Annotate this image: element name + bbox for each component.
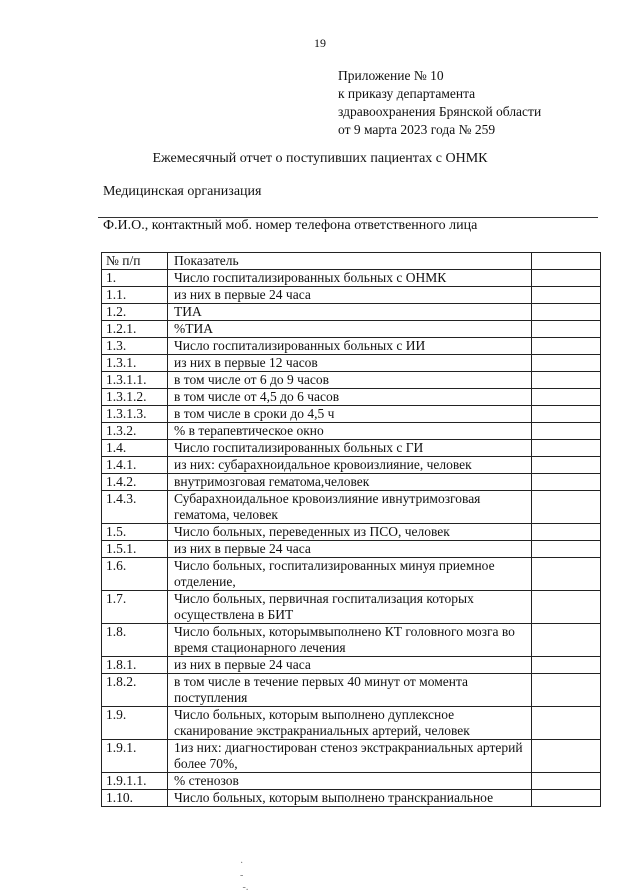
organization-label: Медицинская организация <box>103 184 262 199</box>
row-indicator: % стенозов <box>168 773 532 790</box>
row-value-cell[interactable] <box>532 457 601 474</box>
row-indicator: Число больных, переведенных из ПСО, человек <box>168 524 532 541</box>
row-indicator: Субарахноидальное кровоизлияние ивнутримозговая гематома, человек <box>168 491 532 524</box>
table-row <box>102 541 601 558</box>
row-number: 1.9. <box>102 707 168 740</box>
table-row <box>102 372 601 389</box>
appendix-header <box>338 67 541 139</box>
table-row <box>102 558 601 591</box>
row-value-cell[interactable] <box>532 524 601 541</box>
table-row <box>102 773 601 790</box>
row-number: 1.3.1.1. <box>102 372 168 389</box>
table-row <box>102 321 601 338</box>
row-value-cell[interactable] <box>532 270 601 287</box>
row-indicator: Число больных, которым выполнено транскраниальное <box>168 790 532 807</box>
row-indicator: Число госпитализированных больных с ИИ <box>168 338 532 355</box>
table-row <box>102 674 601 707</box>
table-row <box>102 591 601 624</box>
table-row <box>102 474 601 491</box>
row-number: 1.5. <box>102 524 168 541</box>
row-value-cell[interactable] <box>532 790 601 807</box>
row-value-cell[interactable] <box>532 389 601 406</box>
table-row <box>102 707 601 740</box>
table-row <box>102 491 601 524</box>
row-value-cell[interactable] <box>532 624 601 657</box>
row-number: 1.8. <box>102 624 168 657</box>
header-value <box>532 253 601 270</box>
row-number: 1.4.1. <box>102 457 168 474</box>
row-number: 1.8.1. <box>102 657 168 674</box>
row-indicator: % в терапевтическое окно <box>168 423 532 440</box>
row-indicator: Число госпитализированных больных с ОНМК <box>168 270 532 287</box>
row-indicator: Число больных, госпитализированных минуя приемное отделение, <box>168 558 532 591</box>
row-value-cell[interactable] <box>532 372 601 389</box>
row-value-cell[interactable] <box>532 474 601 491</box>
row-number: 1.7. <box>102 591 168 624</box>
row-value-cell[interactable] <box>532 440 601 457</box>
header-indicator: Показатель <box>168 253 532 270</box>
table-row <box>102 355 601 372</box>
row-value-cell[interactable] <box>532 355 601 372</box>
row-value-cell[interactable] <box>532 707 601 740</box>
table-row <box>102 406 601 423</box>
row-indicator: из них в первые 24 часа <box>168 541 532 558</box>
row-number: 1.4. <box>102 440 168 457</box>
row-indicator: в том числе от 6 до 9 часов <box>168 372 532 389</box>
row-number: 1.3. <box>102 338 168 355</box>
table-row <box>102 389 601 406</box>
row-value-cell[interactable] <box>532 338 601 355</box>
report-title: Ежемесячный отчет о поступивших пациентах с ОНМК <box>152 151 488 166</box>
row-number: 1.9.1. <box>102 740 168 773</box>
row-indicator: в том числе от 4,5 до 6 часов <box>168 389 532 406</box>
row-number: 1.4.3. <box>102 491 168 524</box>
table-header-row <box>102 253 601 270</box>
table-row <box>102 790 601 807</box>
table-row <box>102 457 601 474</box>
table-row <box>102 338 601 355</box>
row-value-cell[interactable] <box>532 321 601 338</box>
appendix-line: от 9 марта 2023 года № 259 <box>338 122 496 137</box>
row-number: 1.2. <box>102 304 168 321</box>
table-row <box>102 624 601 657</box>
row-indicator: из них в первые 24 часа <box>168 657 532 674</box>
row-indicator: 1из них: диагностирован стеноз экстракраниальных артерий более 70%, <box>168 740 532 773</box>
row-number: 1.6. <box>102 558 168 591</box>
table-row <box>102 270 601 287</box>
row-value-cell[interactable] <box>532 406 601 423</box>
row-number: 1.3.2. <box>102 423 168 440</box>
header-number: № п/п <box>102 253 168 270</box>
row-indicator: Число больных, первичная госпитализация которых осуществлена в БИТ <box>168 591 532 624</box>
row-number: 1.9.1.1. <box>102 773 168 790</box>
row-value-cell[interactable] <box>532 304 601 321</box>
table-row <box>102 440 601 457</box>
row-number: 1.5.1. <box>102 541 168 558</box>
table-row <box>102 304 601 321</box>
row-number: 1.4.2. <box>102 474 168 491</box>
row-indicator: %ТИА <box>168 321 532 338</box>
row-indicator: из них в первые 24 часа <box>168 287 532 304</box>
scan-specks: · - -. <box>240 858 249 893</box>
page-number: 19 <box>314 36 326 50</box>
row-indicator: внутримозговая гематома,человек <box>168 474 532 491</box>
appendix-line: Приложение № 10 <box>338 68 444 83</box>
row-value-cell[interactable] <box>532 740 601 773</box>
row-indicator: Число госпитализированных больных с ГИ <box>168 440 532 457</box>
row-indicator: Число больных, которым выполнено дуплексное сканирование экстракраниальных артерий, человек <box>168 707 532 740</box>
row-value-cell[interactable] <box>532 423 601 440</box>
row-value-cell[interactable] <box>532 591 601 624</box>
row-indicator: из них: субарахноидальное кровоизлияние, человек <box>168 457 532 474</box>
row-value-cell[interactable] <box>532 491 601 524</box>
row-value-cell[interactable] <box>532 773 601 790</box>
appendix-line: к приказу департамента <box>338 86 476 101</box>
row-indicator: в том числе в течение первых 40 минут от момента поступления <box>168 674 532 707</box>
row-number: 1.8.2. <box>102 674 168 707</box>
indicators-table <box>101 252 601 807</box>
row-number: 1.3.1.3. <box>102 406 168 423</box>
row-indicator: из них в первые 12 часов <box>168 355 532 372</box>
row-indicator: в том числе в сроки до 4,5 ч <box>168 406 532 423</box>
row-number: 1.1. <box>102 287 168 304</box>
table-row <box>102 287 601 304</box>
table-row <box>102 423 601 440</box>
row-value-cell[interactable] <box>532 287 601 304</box>
row-indicator: ТИА <box>168 304 532 321</box>
row-value-cell[interactable] <box>532 657 601 674</box>
table-row <box>102 740 601 773</box>
table-row <box>102 524 601 541</box>
row-number: 1.3.1. <box>102 355 168 372</box>
row-number: 1.10. <box>102 790 168 807</box>
row-number: 1. <box>102 270 168 287</box>
appendix-line: здравоохранения Брянской области <box>338 104 542 119</box>
table-row <box>102 657 601 674</box>
row-number: 1.3.1.2. <box>102 389 168 406</box>
contact-label: Ф.И.О., контактный моб. номер телефона ответственного лица <box>103 218 478 233</box>
row-value-cell[interactable] <box>532 541 601 558</box>
row-number: 1.2.1. <box>102 321 168 338</box>
row-value-cell[interactable] <box>532 558 601 591</box>
row-indicator: Число больных, которымвыполнено КТ головного мозга во время стационарного лечения <box>168 624 532 657</box>
row-value-cell[interactable] <box>532 674 601 707</box>
